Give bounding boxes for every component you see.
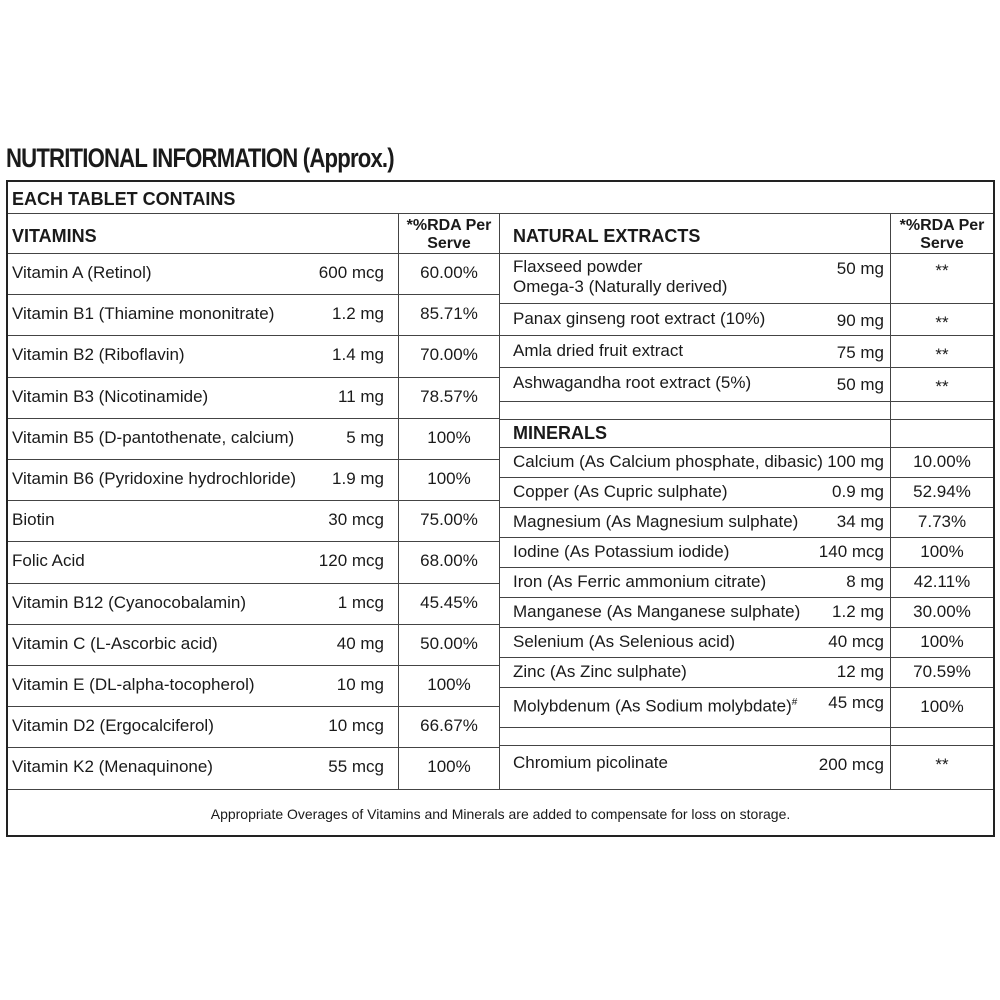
divider [499,537,993,538]
vitamin-amount: 1 mcg [337,592,384,612]
divider [499,597,993,598]
other-name: Chromium picolinate [513,753,668,772]
vitamin-amount: 1.9 mg [332,469,384,488]
extract-rda: ** [935,345,949,364]
mineral-amount: 0.9 mg [832,482,884,501]
vitamin-name: Biotin [12,510,55,530]
page-title: NUTRITIONAL INFORMATION (Approx.) [6,143,394,173]
vitamin-rda: 70.00% [420,345,478,365]
vitamin-rda: 100% [427,675,471,694]
section-label: EACH TABLET CONTAINS [12,189,236,209]
vitamin-amount: 10 mg [336,675,384,694]
vitamin-amount: 11 mg [338,386,384,406]
vitamin-rda: 100% [427,427,471,447]
extract-name: Flaxseed powder [513,257,643,276]
mineral-rda: 42.11% [913,572,971,591]
extract-rda: ** [935,261,949,280]
footnote: Appropriate Overages of Vitamins and Minerals are added to compensate for loss on storage. [210,806,791,822]
vitamin-amount: 10 mcg [328,716,384,736]
mineral-amount: 34 mg [836,512,884,531]
vitamin-name: Vitamin B1 (Thiamine mononitrate) [12,304,275,324]
mineral-amount: 1.2 mg [832,602,884,621]
mineral-amount: 8 mg [846,572,884,591]
divider [499,477,993,478]
vitamin-rda: 66.67% [420,716,478,736]
vitamin-amount: 40 mg [336,633,384,653]
footnote-marker: # [791,697,798,708]
mineral-name: Iodine (As Potassium iodide) [513,542,730,561]
vitamin-rda: 78.57% [420,386,478,406]
vitamin-name: Vitamin B5 (D-pantothenate, calcium) [12,427,295,447]
natural-extracts-rda-heading: *%RDA Per Serve [899,217,985,252]
vitamin-rda: 75.00% [420,510,478,530]
mineral-name: Magnesium (As Magnesium sulphate) [513,512,799,531]
vitamin-rda: 100% [427,757,471,777]
vitamin-name: Vitamin K2 (Menaquinone) [12,757,213,777]
vitamin-rda: 68.00% [420,551,478,571]
divider [499,303,993,304]
vitamin-amount: 55 mcg [328,757,384,777]
mineral-rda: 100% [920,542,964,561]
mineral-name: Selenium (As Selenious acid) [513,632,736,651]
divider [499,687,993,688]
mineral-amount: 40 mcg [828,632,884,651]
extract-amount: 90 mg [836,311,884,330]
mineral-rda: 7.73% [917,512,967,531]
mineral-amount: 100 mg [827,452,884,471]
mineral-name: Copper (As Cupric sulphate) [513,482,728,501]
mineral-name: Manganese (As Manganese sulphate) [513,602,801,621]
mineral-rda: 10.00% [913,452,971,471]
vitamins-heading: VITAMINS [12,226,97,246]
vitamin-name: Vitamin A (Retinol) [12,263,152,282]
extract-name-line-2: Omega-3 (Naturally derived) [513,277,728,296]
vitamin-amount: 120 mcg [318,551,384,571]
vitamin-amount: 600 mcg [318,263,384,282]
vitamin-name: Vitamin B12 (Cyanocobalamin) [12,592,247,612]
extract-amount: 50 mg [836,259,884,278]
mineral-name: Molybdenum (As Sodium molybdate)# [513,696,798,716]
divider [499,335,993,336]
vitamin-name: Vitamin D2 (Ergocalciferol) [12,716,214,736]
vitamin-name: Folic Acid [12,551,85,571]
extract-rda: ** [935,313,949,332]
vitamins-rda-heading: *%RDA Per Serve [406,217,492,252]
other-amount: 200 mcg [818,755,884,774]
extract-amount: 75 mg [836,343,884,362]
divider [499,567,993,568]
mineral-rda: 100% [920,697,964,716]
mineral-amount: 140 mcg [818,542,884,561]
vitamin-name: Vitamin B6 (Pyridoxine hydrochloride) [12,469,297,488]
vitamin-amount: 30 mcg [328,510,384,530]
vitamin-amount: 5 mg [346,427,384,447]
mineral-rda: 70.59% [913,662,971,681]
mineral-rda: 30.00% [913,602,971,621]
vitamin-rda: 100% [427,469,471,488]
vitamin-name: Vitamin B3 (Nicotinamide) [12,386,209,406]
extract-rda: ** [935,377,949,396]
mineral-name: Calcium (As Calcium phosphate, dibasic) [513,452,823,471]
vitamin-rda: 45.45% [420,592,478,612]
extract-name: Amla dried fruit extract [513,341,684,360]
divider [499,745,993,746]
extract-name: Panax ginseng root extract (10%) [513,309,766,328]
mineral-name: Zinc (As Zinc sulphate) [513,662,687,681]
nutrition-table [6,180,995,837]
vitamin-rda: 50.00% [420,633,478,653]
mineral-name: Iron (As Ferric ammonium citrate) [513,572,767,591]
divider [499,507,993,508]
mineral-rda: 52.94% [913,482,971,501]
mineral-amount: 45 mcg [828,693,884,712]
divider [499,401,993,402]
natural-extracts-heading: NATURAL EXTRACTS [513,226,701,246]
divider [499,447,993,448]
divider [499,419,993,420]
vitamin-name: Vitamin B2 (Riboflavin) [12,345,185,365]
mineral-rda: 100% [920,632,964,651]
vitamin-amount: 1.2 mg [332,304,384,324]
divider [499,367,993,368]
vitamin-amount: 1.4 mg [332,345,384,365]
vitamin-rda: 85.71% [420,304,478,324]
divider [499,627,993,628]
vitamin-name: Vitamin E (DL-alpha-tocopherol) [12,675,255,694]
extract-amount: 50 mg [836,375,884,394]
mineral-amount: 12 mg [836,662,884,681]
extract-name: Ashwagandha root extract (5%) [513,373,752,392]
divider [499,727,993,728]
other-rda: ** [935,755,949,774]
minerals-heading: MINERALS [513,423,607,443]
vitamin-rda: 60.00% [420,263,478,282]
vitamin-name: Vitamin C (L-Ascorbic acid) [12,633,218,653]
divider [499,657,993,658]
